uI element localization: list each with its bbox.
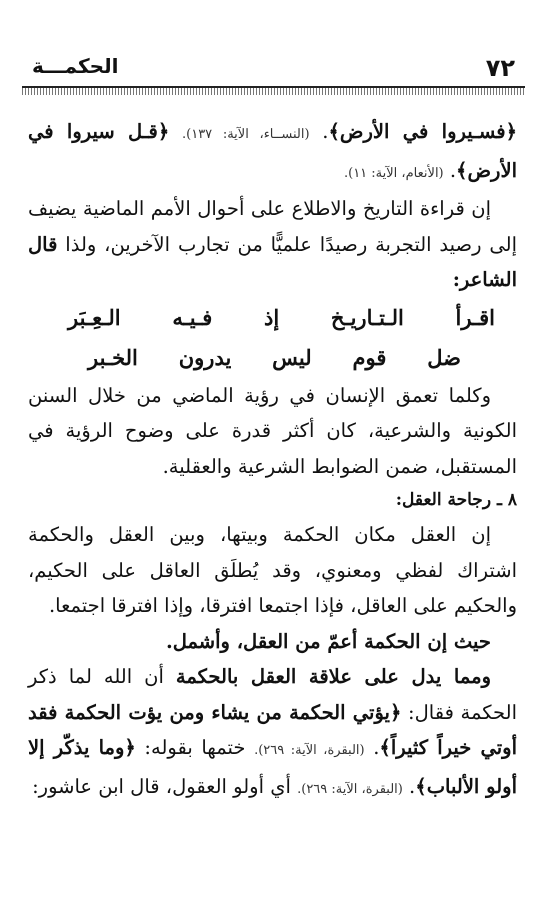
verse-word: فـيـه	[172, 304, 213, 330]
paragraph-quran-refs: ﴿فسـيروا في الأرض﴾. (النســاء، الآية: ١٣٧). ﴿قـل سيروا في الأرض﴾. (الأنعام، الآية: ١١).	[28, 120, 517, 182]
verse-word: يدرون	[178, 344, 232, 370]
quran-quote: ﴿وما يذكّر إلا أولو الألباب﴾	[28, 736, 517, 798]
section-heading: ٨ ـ رجاحة العقل:	[395, 490, 517, 510]
header-rule	[22, 86, 525, 95]
page-number: ٧٢	[485, 54, 515, 82]
paragraph-evidence: ومما يدل على علاقة العقل بالحكمة أن الله لما ذكر الحكمة فقال: ﴿يؤتي الحكمة من يشاء ومن يؤت الحكمة فقد أوتي خيراً كثيراً﴾. (البقرة، الآية: ٢٦٩). ختمها بقوله: ﴿وما يذكّر إلا أولو الألباب﴾. (البقرة، الآية: ٢٦٩). أي أولو العقول، قال ابن عاشور:	[28, 665, 518, 798]
verse-reference: (الأنعام، الآية: ١١).	[343, 165, 444, 181]
verse-reference: (البقرة، الآية: ٢٦٩).	[254, 743, 365, 758]
verse-word: الـتـاريـخ	[330, 304, 404, 330]
poem-verse-1	[28, 298, 517, 338]
poem-verse-2	[28, 338, 517, 378]
verse-word: اقـرأ	[455, 304, 495, 330]
body-text	[28, 114, 517, 807]
verse-reference: (النســاء، الآية: ١٣٧).	[182, 127, 310, 142]
paragraph-text: إن قراءة التاريخ والاطلاع على أحوال الأمم الماضية يضيف إلى رصيد التجربة رصيدًا علميًّا من تجارب الآخرين، ولذا	[28, 197, 517, 256]
verse-word: قوم	[352, 344, 387, 370]
quran-quote: ﴿يؤتي الحكمة من يشاء ومن يؤت الحكمة فقد أوتي خيراً كثيراً﴾	[28, 700, 518, 759]
poet-lead: قال الشاعر:	[28, 232, 517, 291]
verse-word: إذ	[263, 304, 280, 330]
verse-word: الخـبر	[88, 344, 138, 370]
bold-lead: ومما يدل على علاقة العقل بالحكمة	[175, 665, 491, 688]
paragraph-text: أن الله لما ذكر الحكمة فقال:	[28, 665, 517, 724]
running-header	[22, 52, 525, 90]
verse-word: ضل	[427, 344, 461, 370]
paragraph-text: أي أولو العقول، قال ابن عاشور:	[32, 774, 291, 798]
verse-word: الـعِـبَر	[68, 304, 121, 330]
paragraph-text: ختمها بقوله:	[144, 736, 246, 759]
paragraph-history	[28, 191, 517, 298]
paragraph-reflection: وكلما تعمق الإنسان في رؤية الماضي من خلال السنن الكونية والشرعية، كان أكثر قدرة على وضوح الرؤية في المستقبل، ضمن الضوابط الشرعية والعقلية.	[28, 383, 517, 478]
quran-quote: ﴿فسـيروا في الأرض﴾	[328, 120, 517, 143]
verse-word: ليس	[272, 344, 312, 370]
verse-reference: (البقرة، الآية: ٢٦٩).	[297, 781, 403, 797]
running-section-title: الحكمـــة	[32, 54, 119, 78]
paragraph-emphasis: حيث إن الحكمة أعمّ من العقل، وأشمل.	[165, 629, 491, 653]
quran-quote: ﴿قـل سيروا في الأرض﴾	[28, 120, 517, 182]
paragraph-intellect: إن العقل مكان الحكمة وبيتها، وبين العقل والحكمة اشتراك لفظي ومعنوي، وقد يُطلَق العاقل على الحكيم، والحكيم على العاقل، فإذا اجتمعا افترقا، وإذا افترقا اجتمعا.	[28, 523, 517, 617]
